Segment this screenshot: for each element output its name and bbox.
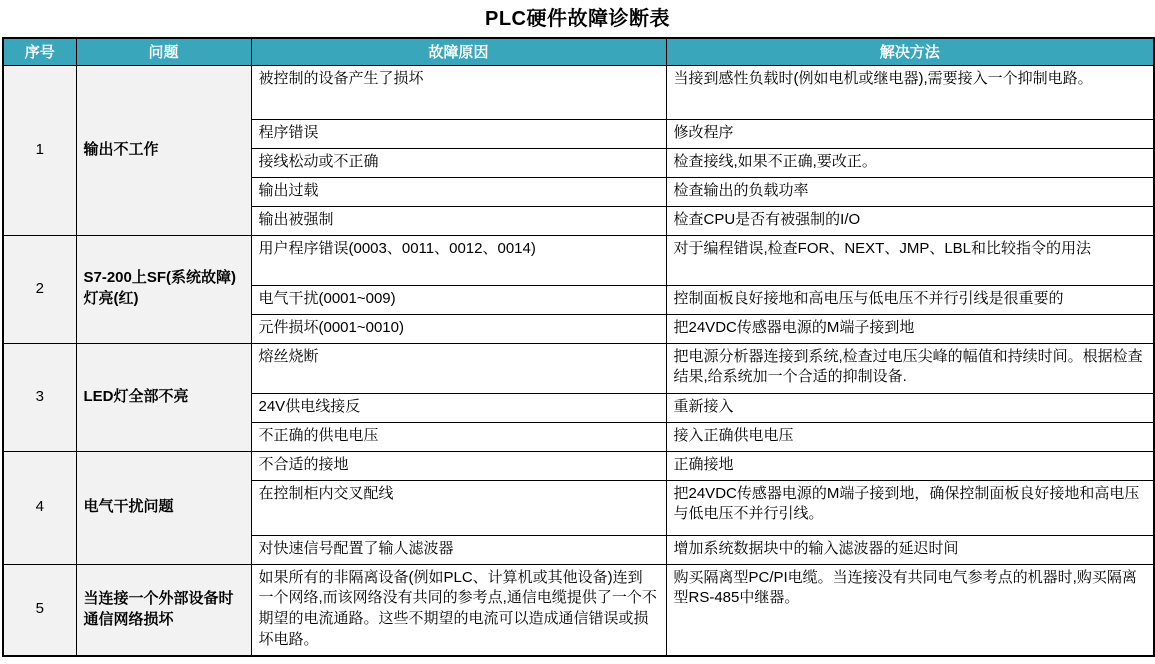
header-serial-number: 序号: [3, 38, 76, 65]
cell-fault-cause: 元件损坏(0001~0010): [251, 314, 666, 343]
cell-fault-cause: 在控制柜内交叉配线: [251, 480, 666, 535]
cell-serial-number: 3: [3, 343, 76, 451]
table-row: [3, 235, 1154, 285]
cell-problem: S7-200上SF(系统故障)灯亮(红): [76, 235, 251, 343]
page-title: PLC硬件故障诊断表: [485, 8, 670, 30]
cell-fault-cause: 24V供电线接反: [251, 393, 666, 422]
table-row: [3, 451, 1154, 480]
table-body: [3, 65, 1154, 656]
cell-solution: 控制面板良好接地和高电压与低电压不并行引线是很重要的: [666, 285, 1154, 314]
cell-fault-cause: 输出被强制: [251, 206, 666, 235]
cell-solution: 对于编程错误,检查FOR、NEXT、JMP、LBL和比较指令的用法: [666, 235, 1154, 285]
cell-solution: 检查接线,如果不正确,要改正。: [666, 148, 1154, 177]
table-header-row: [3, 38, 1154, 65]
table-header: [3, 38, 1154, 65]
cell-serial-number: 5: [3, 564, 76, 656]
cell-solution: 正确接地: [666, 451, 1154, 480]
cell-serial-number: 1: [3, 65, 76, 235]
cell-problem: LED灯全部不亮: [76, 343, 251, 451]
header-problem: 问题: [76, 38, 251, 65]
cell-solution: 修改程序: [666, 119, 1154, 148]
cell-problem: 当连接一个外部设备时通信网络损坏: [76, 564, 251, 656]
cell-fault-cause: 输出过载: [251, 177, 666, 206]
cell-fault-cause: 电气干扰(0001~009): [251, 285, 666, 314]
cell-solution: 增加系统数据块中的输入滤波器的延迟时间: [666, 535, 1154, 564]
table-row: [3, 343, 1154, 393]
cell-problem: 电气干扰问题: [76, 451, 251, 564]
cell-fault-cause: 如果所有的非隔离设备(例如PLC、计算机或其他设备)连到一个网络,而该网络没有共同的参考点,通信电缆提供了一个不期望的电流通路。这些不期望的电流可以造成通信错误或损坏电路。: [251, 564, 666, 656]
table-row: [3, 65, 1154, 119]
cell-fault-cause: 被控制的设备产生了损坏: [251, 65, 666, 119]
cell-serial-number: 4: [3, 451, 76, 564]
cell-solution: 把电源分析器连接到系统,检查过电压尖峰的幅值和持续时间。根据检查结果,给系统加一个合适的抑制设备.: [666, 343, 1154, 393]
cell-fault-cause: 程序错误: [251, 119, 666, 148]
cell-solution: 把24VDC传感器电源的M端子接到地，确保控制面板良好接地和高电压与低电压不并行引线。: [666, 480, 1154, 535]
cell-solution: 检查CPU是否有被强制的I/O: [666, 206, 1154, 235]
header-fault-cause: 故障原因: [251, 38, 666, 65]
cell-solution: 购买隔离型PC/PI电缆。当连接没有共同电气参考点的机器时,购买隔离型RS-485中继器。: [666, 564, 1154, 656]
cell-solution: 当接到感性负载时(例如电机或继电器),需要接入一个抑制电路。: [666, 65, 1154, 119]
cell-solution: 把24VDC传感器电源的M端子接到地: [666, 314, 1154, 343]
cell-solution: 重新接入: [666, 393, 1154, 422]
table-row: [3, 564, 1154, 656]
cell-fault-cause: 不合适的接地: [251, 451, 666, 480]
cell-fault-cause: 用户程序错误(0003、0011、0012、0014): [251, 235, 666, 285]
cell-fault-cause: 熔丝烧断: [251, 343, 666, 393]
plc-fault-diagnosis-table: [2, 37, 1155, 657]
cell-solution: 接入正确供电电压: [666, 422, 1154, 451]
header-solution: 解决方法: [666, 38, 1154, 65]
cell-problem: 输出不工作: [76, 65, 251, 235]
cell-fault-cause: 接线松动或不正确: [251, 148, 666, 177]
cell-solution: 检查输出的负载功率: [666, 177, 1154, 206]
cell-fault-cause: 对快速信号配置了输人滤波器: [251, 535, 666, 564]
cell-serial-number: 2: [3, 235, 76, 343]
cell-fault-cause: 不正确的供电电压: [251, 422, 666, 451]
